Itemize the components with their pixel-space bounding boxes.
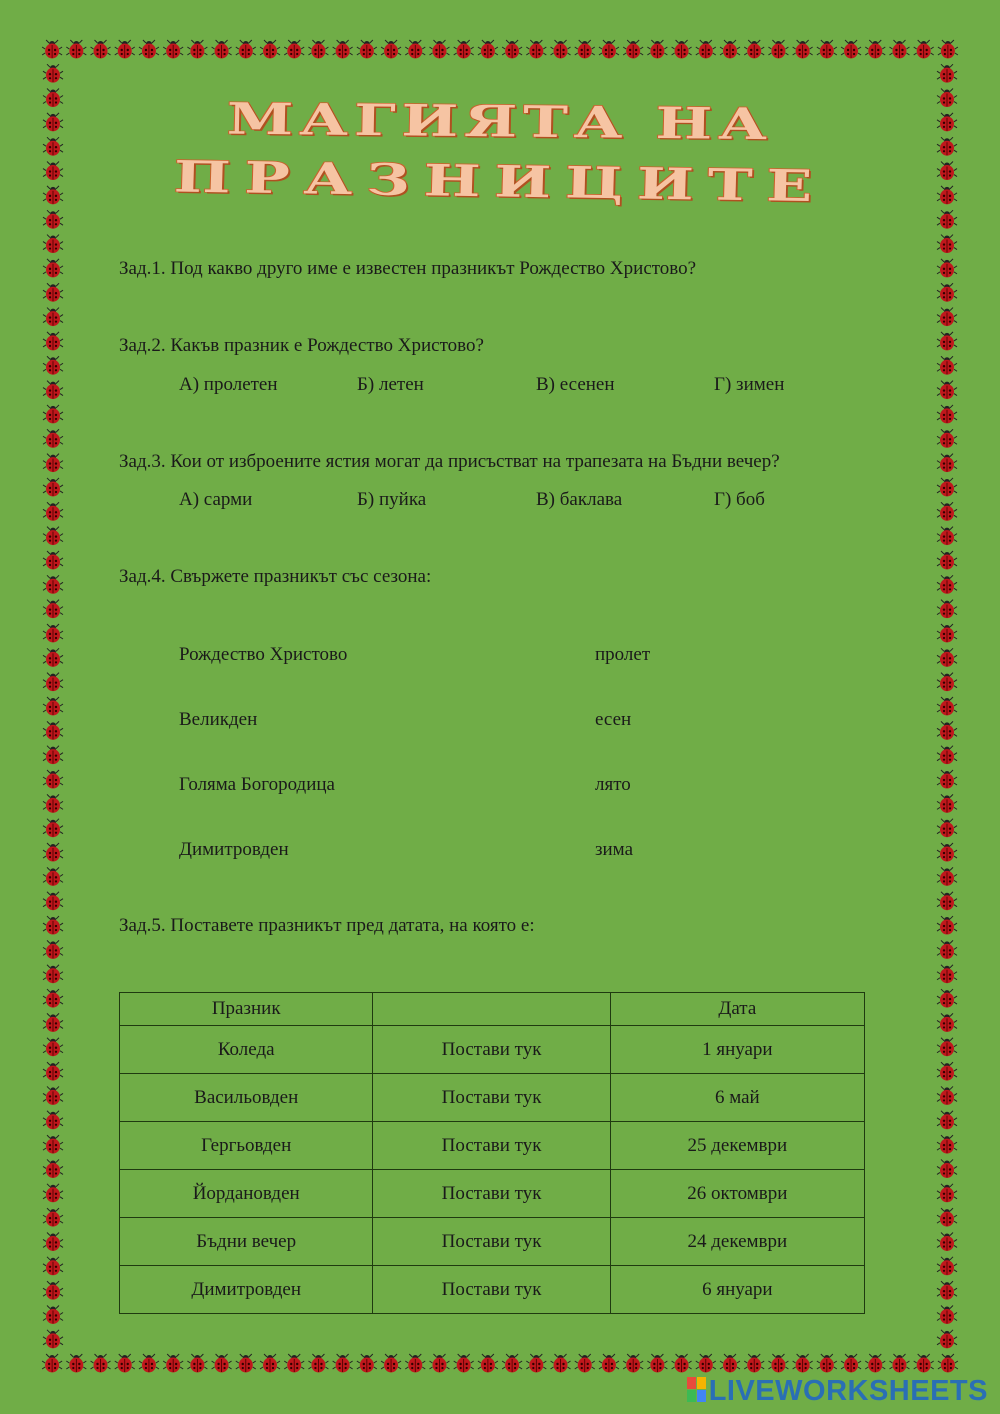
task-1-question: Зад.1. Под какво друго име е известен празникът Рождество Христово? <box>119 258 697 279</box>
ladybug-icon <box>599 1354 619 1373</box>
ladybug-icon <box>937 1281 957 1300</box>
holiday-cell[interactable]: Васильовден <box>120 1074 373 1122</box>
ladybug-icon <box>43 989 63 1008</box>
ladybug-icon <box>937 405 957 424</box>
ladybug-icon <box>212 40 232 59</box>
ladybug-icon <box>66 40 86 59</box>
drop-target-cell[interactable]: Постави тук <box>373 1266 610 1314</box>
ladybug-icon <box>43 356 63 375</box>
ladybug-icon <box>696 40 716 59</box>
ladybug-icon <box>43 332 63 351</box>
ladybug-icon <box>43 916 63 935</box>
ladybug-icon <box>43 235 63 254</box>
ladybug-icon <box>43 210 63 229</box>
header-date: Дата <box>610 993 864 1026</box>
ladybug-icon <box>937 283 957 302</box>
ladybug-icon <box>937 332 957 351</box>
ladybug-icon <box>937 916 957 935</box>
ladybug-icon <box>429 40 449 59</box>
ladybug-icon <box>937 892 957 911</box>
ladybug-icon <box>937 1062 957 1081</box>
ladybug-icon <box>937 721 957 740</box>
match-holiday-4[interactable]: Димитровден <box>179 839 289 860</box>
match-holiday-1[interactable]: Рождество Христово <box>179 644 348 665</box>
table-row <box>120 1266 865 1314</box>
task-2-question: Зад.2. Какъв празник е Рождество Христово? <box>119 335 484 356</box>
task-3-option-c[interactable]: В) баклава <box>536 489 623 510</box>
table-header-row <box>120 993 865 1026</box>
ladybug-icon <box>115 40 135 59</box>
ladybug-icon <box>91 1354 111 1373</box>
ladybug-icon <box>43 1062 63 1081</box>
ladybug-icon <box>889 1354 909 1373</box>
ladybug-icon <box>43 64 63 83</box>
ladybug-icon <box>43 405 63 424</box>
ladybug-icon <box>768 1354 788 1373</box>
ladybug-icon <box>43 454 63 473</box>
ladybug-icon <box>937 1232 957 1251</box>
date-cell: 1 януари <box>610 1026 864 1074</box>
ladybug-icon <box>43 259 63 278</box>
ladybug-icon <box>793 1354 813 1373</box>
ladybug-icon <box>43 1086 63 1105</box>
ladybug-icon <box>308 40 328 59</box>
ladybug-icon <box>937 867 957 886</box>
ladybug-icon <box>502 1354 522 1373</box>
ladybug-icon <box>43 502 63 521</box>
ladybug-icon <box>454 40 474 59</box>
ladybug-icon <box>889 40 909 59</box>
ladybug-icon <box>139 40 159 59</box>
ladybug-icon <box>381 1354 401 1373</box>
ladybug-icon <box>937 502 957 521</box>
ladybug-icon <box>43 478 63 497</box>
ladybug-icon <box>793 40 813 59</box>
ladybug-icon <box>43 1038 63 1057</box>
task-4-question: Зад.4. Свържете празникът със сезона: <box>119 566 432 587</box>
ladybug-icon <box>937 1184 957 1203</box>
match-holiday-3[interactable]: Голяма Богородица <box>179 774 335 795</box>
ladybug-icon <box>744 1354 764 1373</box>
drop-target-cell[interactable]: Постави тук <box>373 1170 610 1218</box>
ladybug-icon <box>575 1354 595 1373</box>
ladybug-icon <box>187 1354 207 1373</box>
date-cell: 6 януари <box>610 1266 864 1314</box>
title-line-1: МАГИЯТА НА <box>226 94 774 150</box>
ladybug-icon <box>357 1354 377 1373</box>
ladybug-icon <box>937 770 957 789</box>
ladybug-icon <box>672 40 692 59</box>
ladybug-icon <box>212 1354 232 1373</box>
holiday-cell[interactable]: Гергьовден <box>120 1122 373 1170</box>
date-cell: 26 октомври <box>610 1170 864 1218</box>
ladybug-icon <box>43 843 63 862</box>
ladybug-icon <box>937 648 957 667</box>
live-logo-icon <box>687 1377 707 1403</box>
ladybug-icon <box>768 40 788 59</box>
ladybug-icon <box>43 697 63 716</box>
ladybug-icon <box>43 746 63 765</box>
ladybug-border-left <box>40 62 66 1352</box>
ladybug-icon <box>43 600 63 619</box>
dates-table <box>119 992 865 1314</box>
ladybug-icon <box>333 40 353 59</box>
ladybug-icon <box>937 454 957 473</box>
ladybug-border-top <box>40 38 960 62</box>
ladybug-icon <box>187 40 207 59</box>
ladybug-icon <box>43 381 63 400</box>
ladybug-icon <box>260 40 280 59</box>
date-cell: 25 декември <box>610 1122 864 1170</box>
ladybug-icon <box>720 1354 740 1373</box>
ladybug-icon <box>478 1354 498 1373</box>
ladybug-icon <box>937 1135 957 1154</box>
ladybug-icon <box>937 1013 957 1031</box>
ladybug-icon <box>526 40 546 59</box>
match-holiday-2[interactable]: Великден <box>179 709 258 730</box>
ladybug-icon <box>43 819 63 838</box>
ladybug-icon <box>454 1354 474 1373</box>
ladybug-icon <box>575 40 595 59</box>
ladybug-icon <box>43 551 63 570</box>
ladybug-icon <box>43 770 63 789</box>
ladybug-icon <box>937 673 957 692</box>
ladybug-icon <box>841 40 861 59</box>
drop-target-cell[interactable]: Постави тук <box>373 1218 610 1266</box>
ladybug-icon <box>43 965 63 984</box>
ladybug-icon <box>937 551 957 570</box>
ladybug-icon <box>647 1354 667 1373</box>
ladybug-icon <box>914 1354 934 1373</box>
ladybug-icon <box>938 40 958 59</box>
ladybug-icon <box>526 1354 546 1373</box>
date-cell: 6 май <box>610 1074 864 1122</box>
ladybug-icon <box>163 40 183 59</box>
holiday-cell[interactable]: Йордановден <box>120 1170 373 1218</box>
ladybug-icon <box>163 1354 183 1373</box>
ladybug-icon <box>937 600 957 619</box>
match-season-1[interactable]: пролет <box>595 644 651 665</box>
ladybug-icon <box>937 697 957 716</box>
ladybug-icon <box>865 40 885 59</box>
holiday-cell[interactable]: Димитровден <box>120 1266 373 1314</box>
ladybug-icon <box>308 1354 328 1373</box>
date-cell: 24 декември <box>610 1218 864 1266</box>
ladybug-icon <box>115 1354 135 1373</box>
ladybug-icon <box>43 1281 63 1300</box>
task-3-option-a[interactable]: А) сарми <box>179 489 253 510</box>
holiday-cell[interactable]: Коледа <box>120 1026 373 1074</box>
ladybug-icon <box>42 1354 62 1373</box>
ladybug-icon <box>236 1354 256 1373</box>
task-2-option-b[interactable]: Б) летен <box>357 374 424 395</box>
ladybug-icon <box>43 892 63 911</box>
ladybug-icon <box>43 794 63 813</box>
ladybug-icon <box>43 1013 63 1031</box>
ladybug-icon <box>623 1354 643 1373</box>
ladybug-icon <box>865 1354 885 1373</box>
ladybug-icon <box>937 1257 957 1276</box>
ladybug-icon <box>937 527 957 546</box>
holiday-cell[interactable]: Бъдни вечер <box>120 1218 373 1266</box>
table-row <box>120 1218 865 1266</box>
ladybug-icon <box>937 381 957 400</box>
ladybug-icon <box>43 575 63 594</box>
table-row <box>120 1170 865 1218</box>
ladybug-icon <box>937 794 957 813</box>
match-season-4[interactable]: зима <box>595 839 633 860</box>
ladybug-icon <box>647 40 667 59</box>
drop-target-cell[interactable]: Постави тук <box>373 1122 610 1170</box>
ladybug-icon <box>937 1111 957 1130</box>
ladybug-icon <box>260 1354 280 1373</box>
ladybug-icon <box>357 40 377 59</box>
ladybug-icon <box>405 40 425 59</box>
ladybug-icon <box>937 64 957 83</box>
logo-text: LIVEWORKSHEETS <box>708 1375 988 1407</box>
ladybug-icon <box>551 40 571 59</box>
table-row <box>120 1122 865 1170</box>
drop-target-cell[interactable]: Постави тук <box>373 1026 610 1074</box>
ladybug-icon <box>43 1208 63 1227</box>
ladybug-icon <box>43 721 63 740</box>
ladybug-icon <box>43 527 63 546</box>
ladybug-icon <box>937 235 957 254</box>
ladybug-icon <box>672 1354 692 1373</box>
ladybug-icon <box>937 843 957 862</box>
ladybug-icon <box>43 1305 63 1324</box>
task-2-option-d[interactable]: Г) зимен <box>714 374 785 395</box>
ladybug-icon <box>91 40 111 59</box>
ladybug-icon <box>841 1354 861 1373</box>
ladybug-icon <box>937 575 957 594</box>
ladybug-icon <box>599 40 619 59</box>
ladybug-icon <box>937 624 957 643</box>
ladybug-icon <box>333 1354 353 1373</box>
ladybug-icon <box>43 308 63 327</box>
ladybug-icon <box>42 40 62 59</box>
ladybug-icon <box>43 283 63 302</box>
ladybug-icon <box>551 1354 571 1373</box>
ladybug-icon <box>914 40 934 59</box>
ladybug-icon <box>139 1354 159 1373</box>
ladybug-icon <box>43 1257 63 1276</box>
ladybug-icon <box>744 40 764 59</box>
ladybug-icon <box>937 965 957 984</box>
ladybug-icon <box>284 1354 304 1373</box>
task-2-option-a[interactable]: А) пролетен <box>179 374 278 395</box>
ladybug-icon <box>43 648 63 667</box>
ladybug-icon <box>937 1208 957 1227</box>
ladybug-icon <box>43 1111 63 1130</box>
task-5-question: Зад.5. Поставете празникът пред датата, на която е: <box>119 915 535 936</box>
header-blank <box>373 993 610 1026</box>
ladybug-icon <box>937 259 957 278</box>
ladybug-icon <box>43 1135 63 1154</box>
ladybug-icon <box>43 1232 63 1251</box>
liveworksheets-logo <box>687 1375 988 1408</box>
ladybug-icon <box>66 1354 86 1373</box>
ladybug-icon <box>937 429 957 448</box>
ladybug-border-right <box>934 62 960 1352</box>
match-season-3[interactable]: лято <box>595 774 631 795</box>
ladybug-icon <box>937 989 957 1008</box>
ladybug-icon <box>937 1086 957 1105</box>
ladybug-icon <box>817 40 837 59</box>
ladybug-icon <box>938 1354 958 1373</box>
ladybug-icon <box>43 673 63 692</box>
drop-target-cell[interactable]: Постави тук <box>373 1074 610 1122</box>
ladybug-icon <box>478 40 498 59</box>
ladybug-icon <box>284 40 304 59</box>
ladybug-icon <box>696 1354 716 1373</box>
table-row <box>120 1074 865 1122</box>
match-season-2[interactable]: есен <box>595 709 632 730</box>
header-holiday: Празник <box>120 993 373 1026</box>
ladybug-icon <box>236 40 256 59</box>
ladybug-icon <box>937 1305 957 1324</box>
task-3-option-d[interactable]: Г) боб <box>714 489 765 510</box>
ladybug-icon <box>937 1038 957 1057</box>
ladybug-icon <box>937 1330 957 1349</box>
ladybug-icon <box>43 1159 63 1178</box>
ladybug-icon <box>937 1159 957 1178</box>
ladybug-icon <box>502 40 522 59</box>
ladybug-icon <box>43 1184 63 1203</box>
ladybug-icon <box>937 940 957 959</box>
task-3-question: Зад.3. Кои от изброените ястия могат да присъстват на трапезата на Бъдни вечер? <box>119 451 780 472</box>
table-row <box>120 1026 865 1074</box>
task-2-option-c[interactable]: В) есенен <box>536 374 615 395</box>
ladybug-icon <box>937 210 957 229</box>
ladybug-icon <box>817 1354 837 1373</box>
ladybug-border-bottom <box>40 1352 960 1376</box>
ladybug-icon <box>43 1330 63 1349</box>
ladybug-icon <box>43 867 63 886</box>
ladybug-icon <box>937 308 957 327</box>
ladybug-icon <box>937 819 957 838</box>
task-3-option-b[interactable]: Б) пуйка <box>357 489 427 510</box>
ladybug-icon <box>937 478 957 497</box>
ladybug-icon <box>405 1354 425 1373</box>
ladybug-icon <box>623 40 643 59</box>
ladybug-icon <box>720 40 740 59</box>
title-line-2: ПРАЗНИЦИТЕ <box>173 151 827 213</box>
ladybug-icon <box>43 429 63 448</box>
ladybug-icon <box>381 40 401 59</box>
ladybug-icon <box>43 624 63 643</box>
ladybug-icon <box>937 746 957 765</box>
ladybug-icon <box>937 356 957 375</box>
ladybug-icon <box>43 940 63 959</box>
ladybug-icon <box>429 1354 449 1373</box>
